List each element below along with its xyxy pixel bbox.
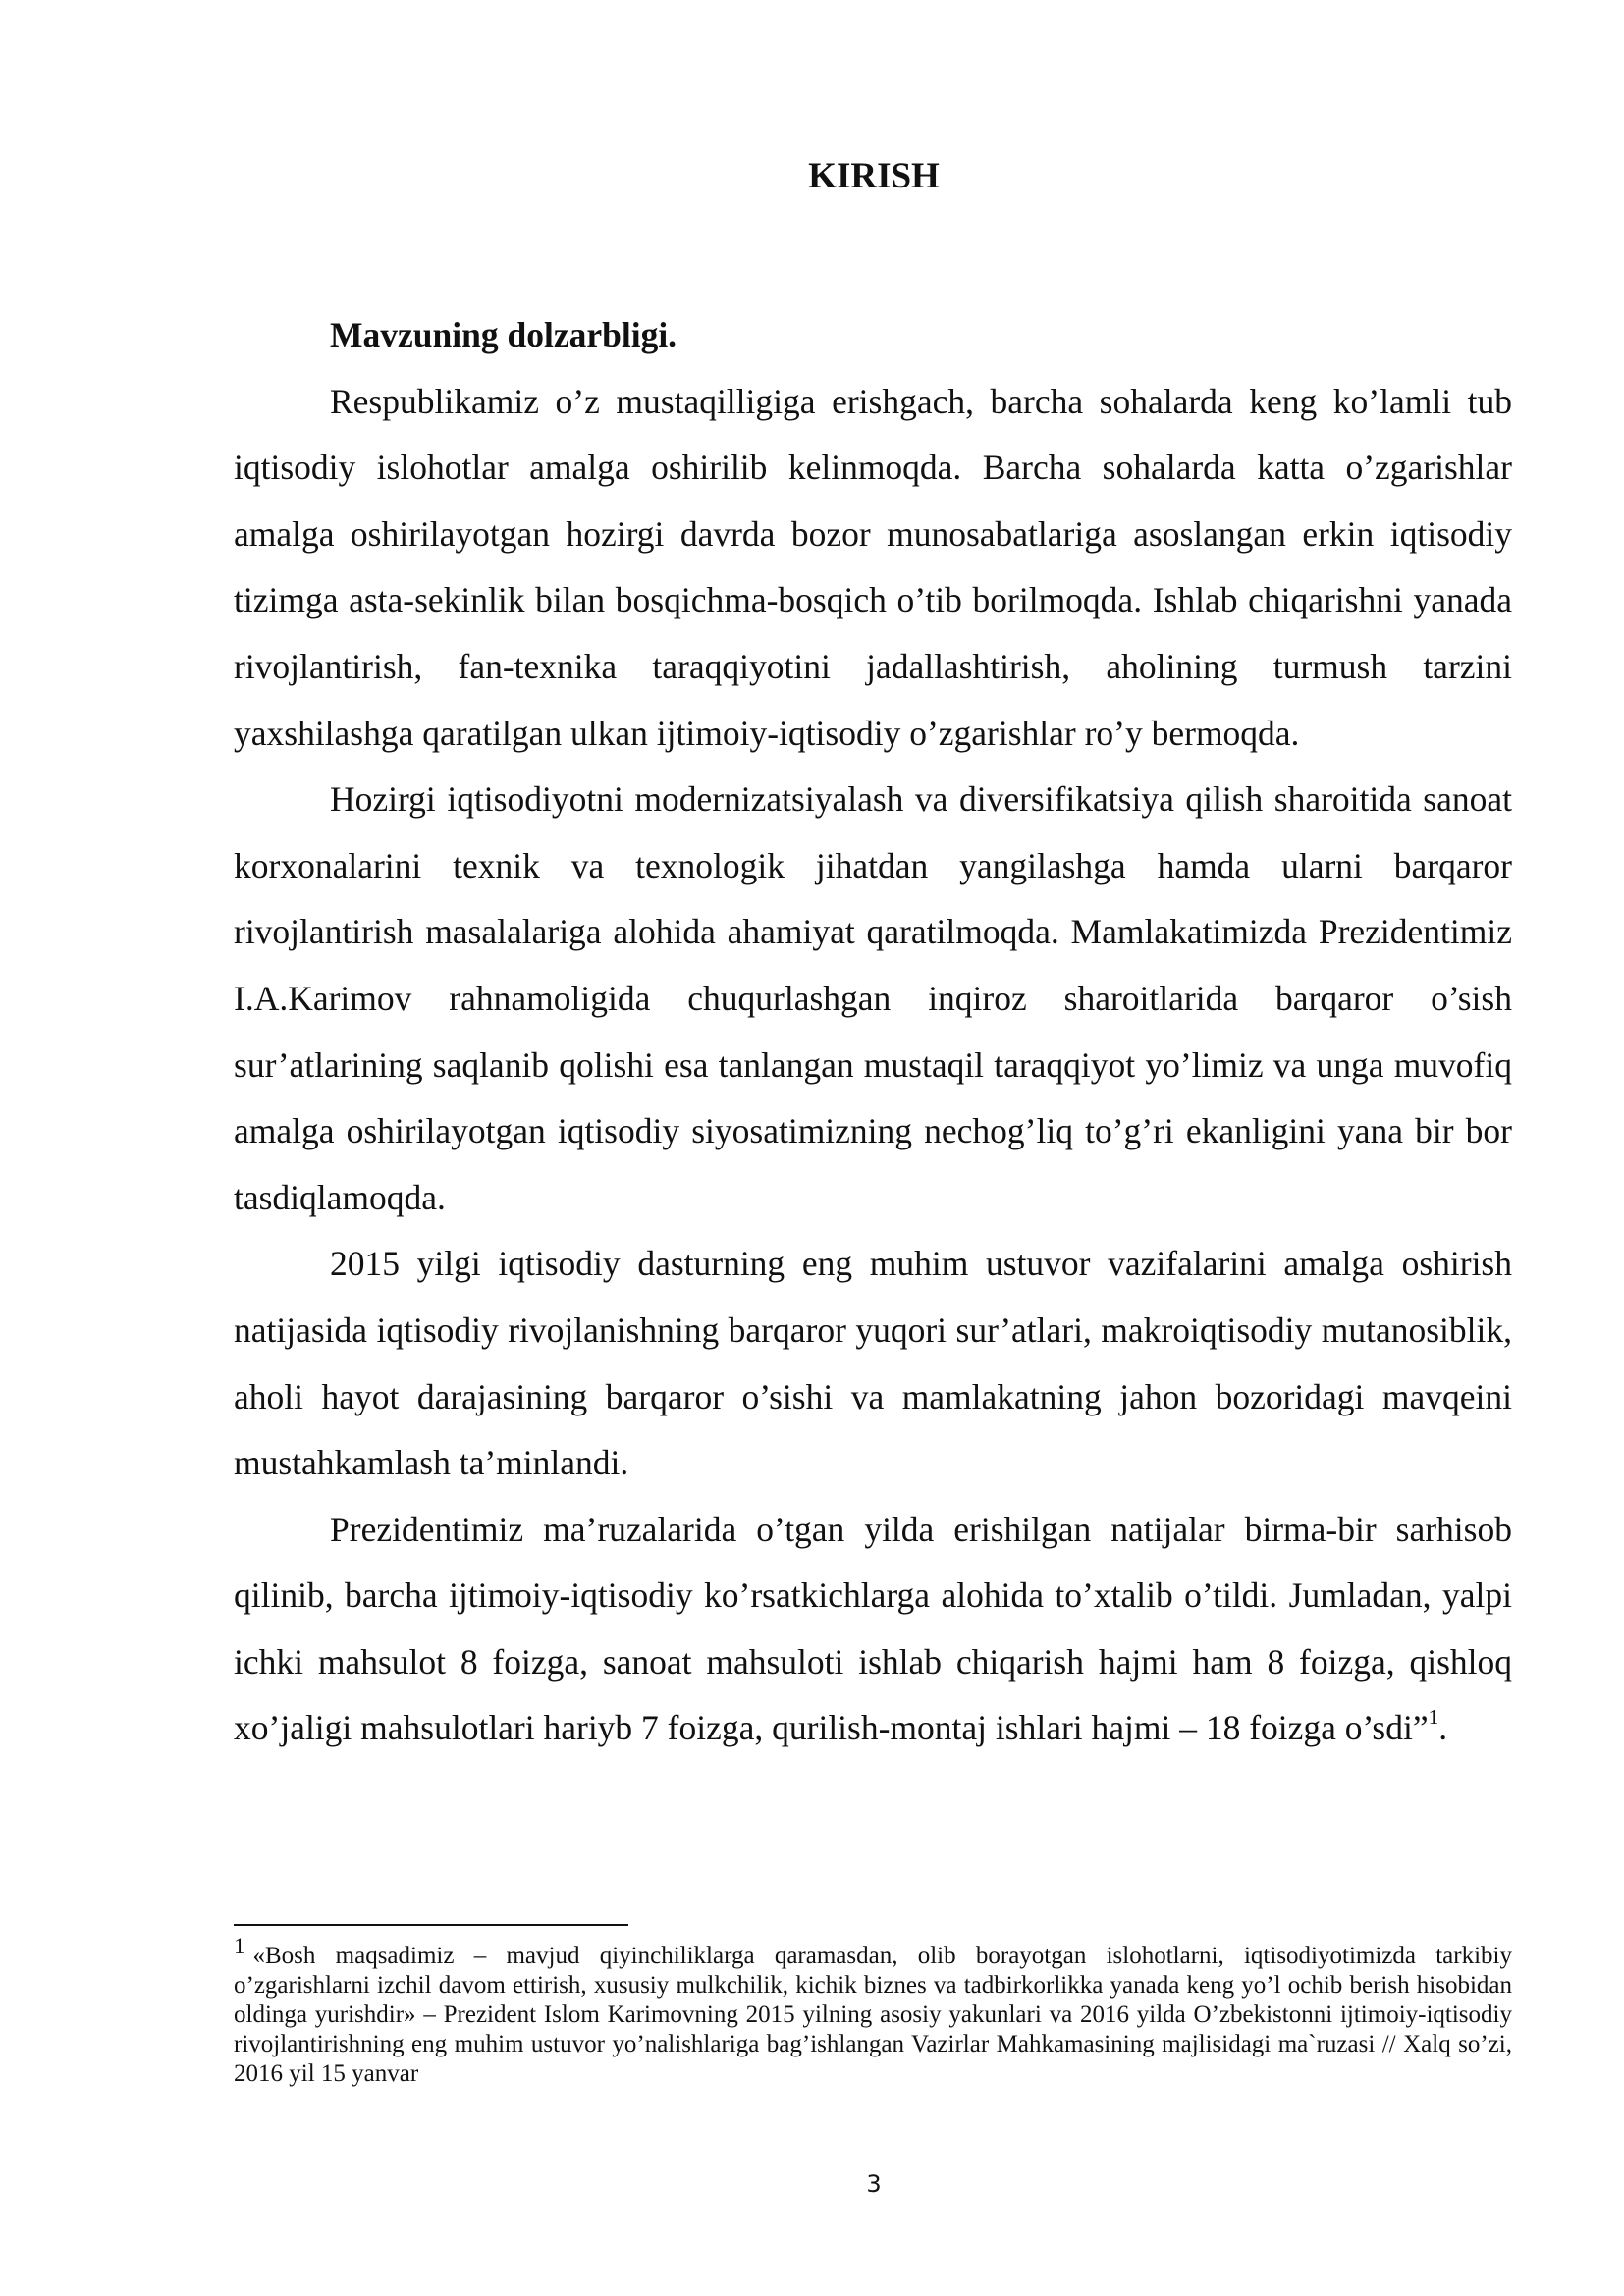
paragraph-4-end: . [1438,1708,1448,1748]
footnote-marker: 1 [234,1933,245,1958]
page-number: 3 [866,2170,882,2198]
footnote [234,1933,1512,2089]
paragraph-2: Hozirgi iqtisodiyotni modernizatsiyalash va diversifikatsiya qilish sharoitida sanoat korxonalarini texnik va texnologik jihatdan yangilashga hamda ularni barqaror rivojlantirish masalalariga alohida ahamiyat qaratilmoqda. Mamlakatimizda Prezidentimiz I.A.Karimov rahnamoligida chuqurlashgan inqiroz sharoitlarida barqaror o’sish sur’atlarining saqlanib qolishi esa tanlangan mustaqil taraqqiyot yo’limiz va unga muvofiq amalga oshirilayotgan iqtisodiy siyosatimizning nechog’liq to’g’ri ekanligini yana bir bor tasdiqlamoqda. [234,779,1512,1217]
paragraph-4 [234,1497,1512,1762]
section-heading: KIRISH [808,156,940,196]
subsection-title: Mavzuning dolzarbligi. [330,315,677,354]
footnote-text: «Bosh maqsadimiz – mavjud qiyinchiliklarga qaramasdan, olib borayotgan islohotlarni, iqtisodiyotimizda tarkibiy o’zgarishlarni izchil davom ettirish, xususiy mulkchilik, kichik biznes va tadbirkorlikka yanada keng yo’l ochib berish hisobidan oldinga yurishdir» – Prezident Islom Karimovning 2015 yilning asosiy yakunlari va 2016 yilda O’zbekistonni ijtimoiy-iqtisodiy rivojlantirishning eng muhim ustuvor yo’nalishlariga bag’ishlangan Vazirlar Mahkamasining majlisidagi ma`ruzasi // Xalq so’zi, 2016 yil 15 yanvar [234,1943,1512,2087]
footnote-separator [234,1924,628,1926]
body-text [234,302,1512,1762]
footnote-reference[interactable]: 1 [1428,1705,1439,1730]
paragraph-1: Respublikamiz o’z mustaqilligiga erishgach, barcha sohalarda keng ko’lamli tub iqtisodiy islohotlar amalga oshirilib kelinmoqda. Barcha sohalarda katta o’zgarishlar amalga oshirilayotgan hozirgi davrda bozor munosabatlariga asoslangan erkin iqtisodiy tizimga asta-sekinlik bilan bosqichma-bosqich o’tib borilmoqda. Ishlab chiqarishni yanada rivojlantirish, fan-texnika taraqqiyotini jadallashtirish, aholining turmush tarzini yaxshilashga qaratilgan ulkan ijtimoiy-iqtisodiy o’zgarishlar ro’y bermoqda. [234,381,1512,753]
paragraph-4-text: Prezidentimiz ma’ruzalarida o’tgan yilda erishilgan natijalar birma-bir sarhisob qilinib, barcha ijtimoiy-iqtisodiy ko’rsatkichlarga alohida to’xtalib o’tildi. Jumladan, yalpi ichki mahsulot 8 foizga, sanoat mahsuloti ishlab chiqarish hajmi ham 8 foizga, qishloq xo’jaligi mahsulotlari hariyb 7 foizga, qurilish-montaj ishlari hajmi – 18 foizga o’sdi” [234,1509,1512,1748]
paragraph-3: 2015 yilgi iqtisodiy dasturning eng muhim ustuvor vazifalarini amalga oshirish natijasida iqtisodiy rivojlanishning barqaror yuqori sur’atlari, makroiqtisodiy mutanosiblik, aholi hayot darajasining barqaror o’sishi va mamlakatning jahon bozoridagi mavqeini mustahkamlash ta’minlandi. [234,1244,1512,1483]
